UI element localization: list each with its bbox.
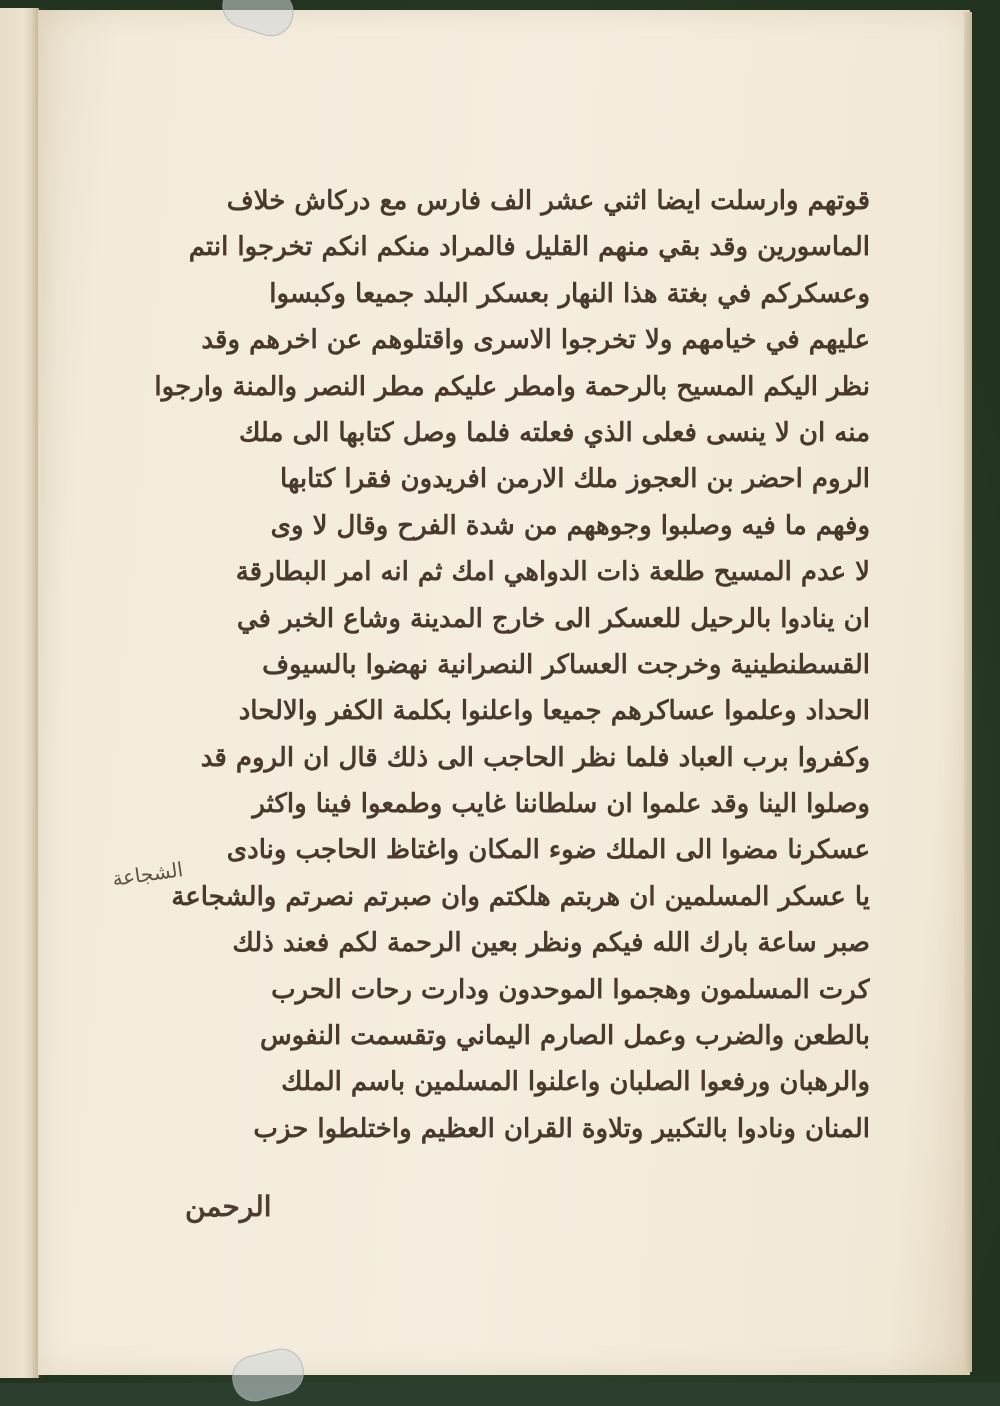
manuscript-line: المنان ونادوا بالتكبير وتلاوة القران العظيم واختلطوا حزب xyxy=(253,1113,870,1144)
manuscript-line: الروم احضر بن العجوز ملك الارمن افريدون فقرا كتابها xyxy=(280,464,870,495)
manuscript-line: وصلوا الينا وقد علموا ان سلطاننا غايب وطمعوا فينا واكثر xyxy=(252,789,870,820)
manuscript-line: صبر ساعة بارك الله فيكم ونظر بعين الرحمة لكم فعند ذلك xyxy=(232,928,870,959)
manuscript-line: منه ان لا ينسى فعلى الذي فعلته فلما وصل كتابها الى ملك xyxy=(239,417,870,448)
manuscript-line: نظر اليكم المسيح بالرحمة وامطر عليكم مطر النصر والمنة وارجوا xyxy=(154,371,870,402)
manuscript-line: كرت المسلمون وهجموا الموحدون ودارت رحات الحرب xyxy=(271,974,870,1005)
manuscript-line: والرهبان ورفعوا الصلبان واعلنوا المسلمين باسم الملك xyxy=(281,1067,870,1098)
page-fore-edge xyxy=(964,12,972,1372)
manuscript-line: القسطنطينية وخرجت العساكر النصرانية نهضوا بالسيوف xyxy=(262,649,870,680)
manuscript-line: وفهم ما فيه وصلبوا وجوههم من شدة الفرح وقال لا وى xyxy=(270,510,870,541)
manuscript-line: الماسورين وقد بقي منهم القليل فالمراد منكم انكم تخرجوا انتم xyxy=(188,232,870,263)
manuscript-line: وعسكركم في بغتة هذا النهار بعسكر البلد جميعا وكبسوا xyxy=(269,278,870,309)
catchword: الرحمن xyxy=(185,1190,272,1223)
manuscript-line: قوتهم وارسلت ايضا اثني عشر الف فارس مع دركاش خلاف xyxy=(226,186,870,216)
manuscript-line: يا عسكر المسلمين ان هربتم هلكتم وان صبرتم نصرتم والشجاعة xyxy=(171,881,870,912)
manuscript-line: عسكرنا مضوا الى الملك ضوء المكان واغتاظ الحاجب ونادى xyxy=(226,835,870,866)
manuscript-line: الحداد وعلموا عساكرهم جميعا واعلنوا بكلمة الكفر والالحاد xyxy=(238,696,870,727)
manuscript-line: وكفروا برب العباد فلما نظر الحاجب الى ذلك قال ان الروم قد xyxy=(200,742,870,773)
manuscript-line: ان ينادوا بالرحيل للعسكر الى خارج المدينة وشاع الخبر في xyxy=(236,603,870,634)
manuscript-line: لا عدم المسيح طلعة ذات الدواهي امك ثم انه امر البطارقة xyxy=(235,557,870,588)
margin-note: الشجاعة xyxy=(110,857,185,891)
manuscript-line: بالطعن والضرب وعمل الصارم اليماني وتقسمت النفوس xyxy=(259,1021,870,1052)
manuscript-text-block xyxy=(110,178,870,1152)
manuscript-line: عليهم في خيامهم ولا تخرجوا الاسرى واقتلوهم عن اخرهم وقد xyxy=(201,325,870,356)
